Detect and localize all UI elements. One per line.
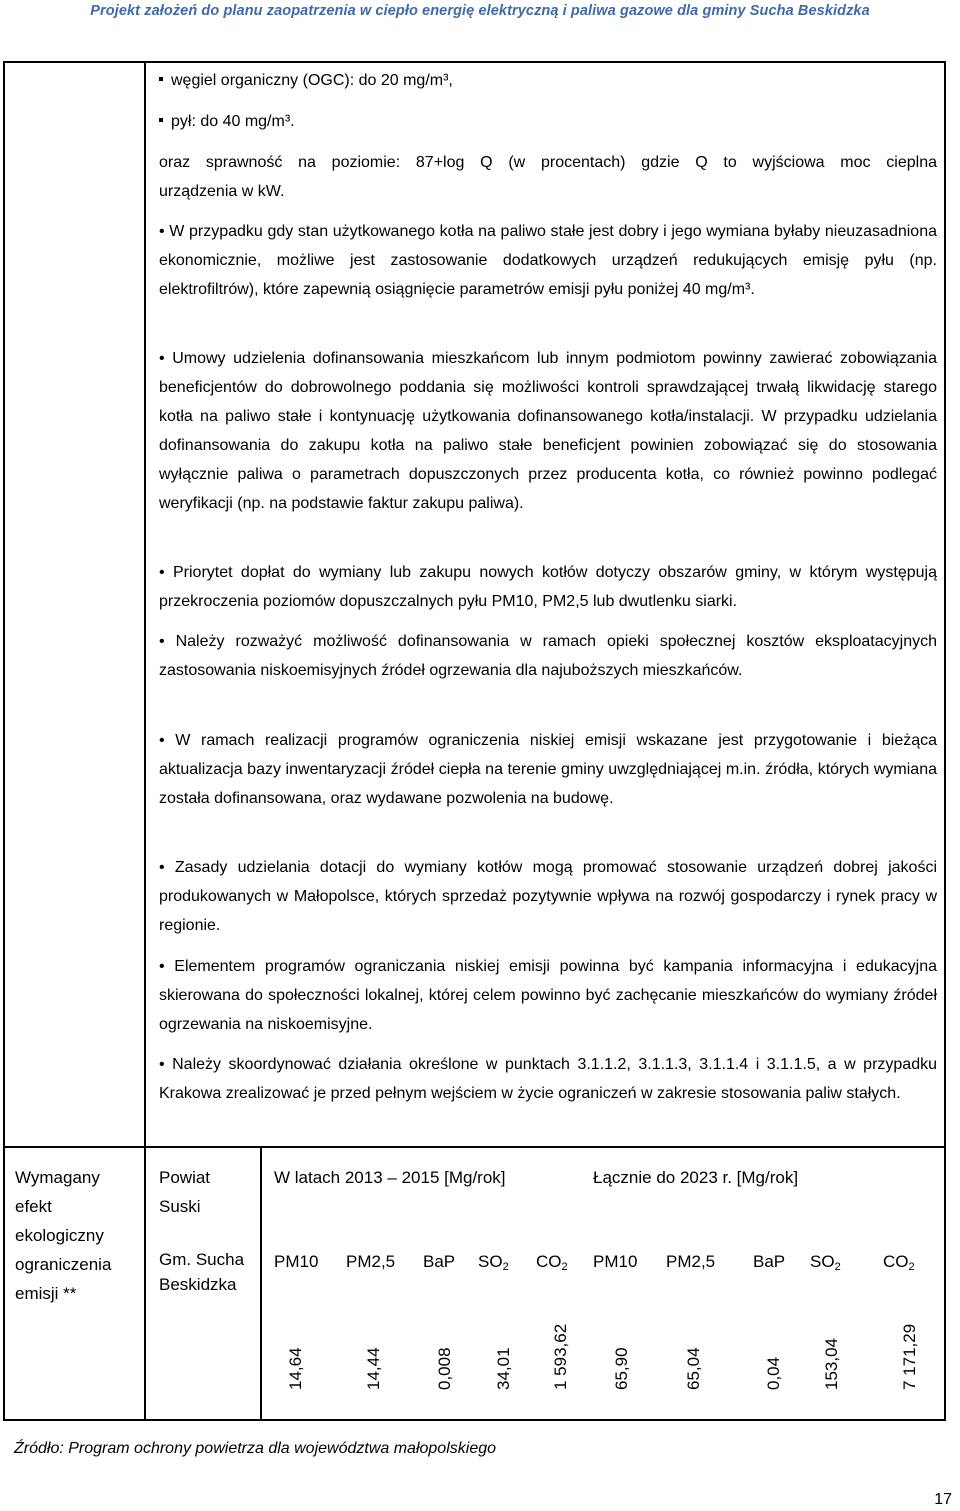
pollutant-header: $SO_2$ bbox=[478, 1252, 509, 1273]
bullet-paragraph: • Priorytet dopłat do wymiany lub zakupu nowych kotłów dotyczy obszarów gminy, w którym występują przekroczenia poziomów dopuszczalnych pyłu PM10, PM2,5 lub dwutlenku siarki. bbox=[159, 564, 938, 610]
bullet-paragraph: • W ramach realizacji programów ograniczenia niskiej emisji wskazane jest przygotowanie i bieżąca aktualizacja bazy inwentaryzacji źródeł ciepła na terenie gminy uwzględniającej m.in. źródła, których wymiana została dofinansowana, oraz wydawane pozwolenia na budowę. bbox=[159, 732, 938, 807]
pollutant-header: PM10 bbox=[274, 1252, 319, 1271]
column-divider-area bbox=[260, 1146, 262, 1421]
pollutant-header: BaP bbox=[423, 1252, 456, 1271]
effect-value: 0,04 bbox=[764, 1356, 783, 1390]
effect-value: 65,04 bbox=[684, 1347, 703, 1390]
period-to-2023: Łącznie do 2023 r. [Mg/rok] bbox=[593, 1168, 799, 1187]
effect-value: 34,01 bbox=[494, 1347, 513, 1390]
page-header: Projekt założeń do planu zaopatrzenia w ciepło energię elektryczną i paliwa gazowe dla gminy Sucha Beskidzka bbox=[90, 3, 870, 19]
area-gmina: Gm. Sucha Beskidzka bbox=[159, 1250, 245, 1294]
efficiency-text: oraz sprawność na poziomie: 87+log Q (w procentach) gdzie Q to wyjściowa moc cieplna urządzenia w kW. bbox=[159, 154, 937, 200]
pollutant-header: $CO_2$ bbox=[883, 1252, 915, 1273]
sub-item-ogc: węgiel organiczny (OGC): do 20 mg/m³, bbox=[159, 66, 937, 95]
column-divider bbox=[144, 61, 146, 1148]
effect-value: 0,008 bbox=[435, 1347, 454, 1390]
square-bullet-icon bbox=[159, 77, 163, 81]
effect-value: 7 171,29 bbox=[900, 1323, 919, 1390]
effect-value: 14,64 bbox=[286, 1347, 305, 1390]
bullet-paragraph: • Umowy udzielenia dofinansowania mieszkańcom lub innym podmiotom powinny zawierać zobowiązania beneficjentów do dobrowolnego poddania się możliwości kontroli sprawdzającej trwałą likwidację starego kotła na paliwo stałe i kontynuację użytkowania dofinansowanego kotła/instalacji. W przypadku udzielania dofinansowania do zakupu kotła na paliwo stałe beneficjent powinien zobowiązać się do stosowania wyłącznie paliwa o parametrach dopuszczonych przez producenta kotła, co również powinno podlegać weryfikacji (np. na podstawie faktur zakupu paliwa). bbox=[159, 350, 938, 512]
pollutant-header: $SO_2$ bbox=[810, 1252, 841, 1273]
pollutant-header: BaP bbox=[753, 1252, 786, 1271]
square-bullet-icon bbox=[159, 118, 163, 122]
effect-value: 65,90 bbox=[612, 1347, 631, 1390]
bullet-paragraph: • Należy skoordynować działania określone w punktach 3.1.1.2, 3.1.1.3, 3.1.1.4 i 3.1.1.5, a w przypadku Krakowa zrealizować je przed pełnym wejściem w życie ograniczeń w zakresie stosowania paliw stałych. bbox=[159, 1056, 938, 1102]
pollutant-header: $CO_2$ bbox=[536, 1252, 568, 1273]
column-divider-lower bbox=[144, 1146, 146, 1421]
bullet-paragraph: • Zasady udzielania dotacji do wymiany kotłów mogą promować stosowanie urządzeń dobrej jakości produkowanych w Małopolsce, których sprzedaż pozytywnie wpływa na rozwój gospodarczy i rynek pracy w regionie. bbox=[159, 859, 938, 934]
area-powiat: Powiat Suski bbox=[159, 1168, 211, 1216]
effect-value: 14,44 bbox=[364, 1347, 383, 1390]
bullet-paragraph: • Należy rozważyć możliwość dofinansowania w ramach opieki społecznej kosztów eksploatacyjnych zastosowania niskoemisyjnych źródeł ogrzewania dla najuboższych mieszkańców. bbox=[159, 633, 938, 679]
source-note: Źródło: Program ochrony powietrza dla województwa małopolskiego bbox=[14, 1440, 497, 1457]
bullet-paragraph: • Elementem programów ograniczania niskiej emisji powinna być kampania informacyjna i edukacyjna skierowana do społeczności lokalnej, której celem powinno być zachęcanie mieszkańców do wymiany źródeł ogrzewania na niskoemisyjne. bbox=[159, 958, 938, 1033]
bullet-paragraph: • W przypadku gdy stan użytkowanego kotła na paliwo stałe jest dobry i jego wymiana byłaby nieuzasadniona ekonomicznie, możliwe jest zastosowanie dodatkowych urządzeń redukujących emisję pyłu (np. elektrofiltrów), które zapewnią osiągnięcie parametrów emisji pyłu poniżej 40 mg/m³. bbox=[159, 223, 938, 298]
pollutant-header: PM2,5 bbox=[666, 1252, 716, 1271]
pollutant-header: PM2,5 bbox=[346, 1252, 396, 1271]
effect-value: 1 593,62 bbox=[551, 1323, 570, 1390]
effect-value: 153,04 bbox=[822, 1338, 841, 1390]
sub-item-dust: pył: do 40 mg/m³. bbox=[159, 107, 937, 136]
pollutant-header: PM10 bbox=[593, 1252, 638, 1271]
effect-row-label: Wymagany efekt ekologiczny ograniczenia emisji ** bbox=[15, 1168, 112, 1303]
period-2013-2015: W latach 2013 – 2015 [Mg/rok] bbox=[274, 1168, 506, 1187]
page-number: 17 bbox=[934, 1491, 952, 1508]
